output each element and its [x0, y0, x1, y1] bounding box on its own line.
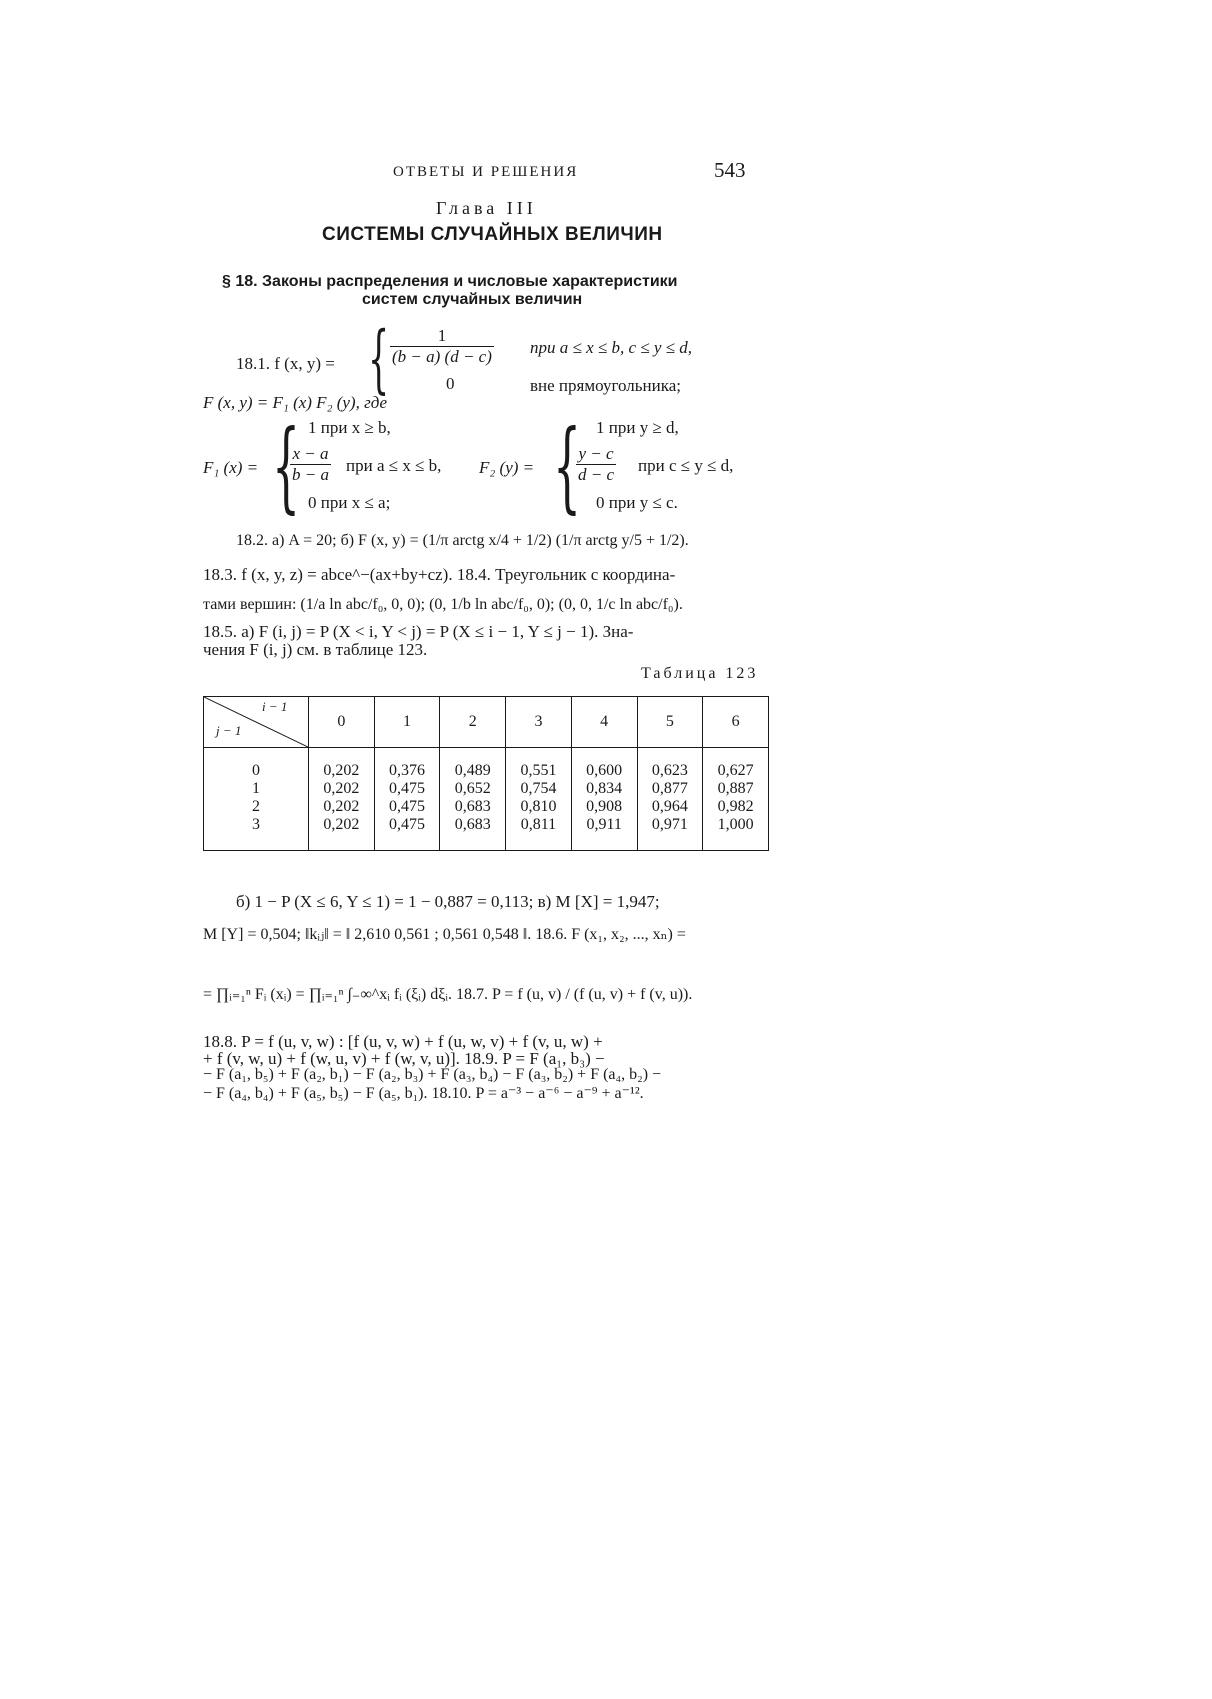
answer-18-1-factorization: F (x, y) = F₁ (x) F₂ (y), где	[203, 393, 388, 412]
table-cell: 0,627	[717, 762, 754, 779]
table-cell: 0,600	[586, 762, 623, 779]
fraction-numerator: x − a	[290, 444, 331, 465]
F1-case1: 1 при x ≥ b,	[308, 418, 391, 437]
table-cell: 0,982	[717, 798, 754, 815]
table-cell: 0,971	[651, 816, 688, 833]
F1-lhs: F₁ (x) =	[203, 458, 259, 477]
table-cell: 0,202	[323, 816, 360, 833]
running-head: ОТВЕТЫ И РЕШЕНИЯ	[393, 164, 579, 180]
table-cell: 0,908	[586, 798, 623, 815]
table-caption: Таблица 123	[641, 665, 759, 682]
answer-18-4-vertices: тами вершин: (1/a ln abc/f₀, 0, 0); (0, 1/b ln abc/f₀, 0); (0, 0, 1/c ln abc/f₀).	[203, 596, 683, 613]
table-cell: 0,202	[323, 762, 360, 779]
answer-18-1-lhs: 18.1. f (x, y) =	[236, 354, 335, 373]
answer-18-1-zero: 0	[446, 374, 455, 393]
answer-18-1-condition1: при a ≤ x ≤ b, c ≤ y ≤ d,	[530, 338, 692, 357]
table-cell: 0,475	[389, 816, 426, 833]
F1-case2: при a ≤ x ≤ b,	[346, 456, 442, 475]
table-cell: 0,202	[323, 780, 360, 797]
table-cell: 0,811	[520, 816, 557, 833]
table-body-row	[204, 748, 769, 851]
chapter-title: СИСТЕМЫ СЛУЧАЙНЫХ ВЕЛИЧИН	[322, 224, 663, 245]
corner-column-label: i − 1	[262, 699, 288, 714]
table-123	[203, 696, 769, 851]
answer-18-5b: б) 1 − P (X ≤ 6, Y ≤ 1) = 1 − 0,887 = 0,113; в) M [X] = 1,947;	[236, 892, 660, 911]
F1-case2-fraction	[290, 444, 331, 485]
table-cell: 0,652	[454, 780, 491, 797]
table-cell: 0,683	[454, 798, 491, 815]
table-cell: 0,489	[454, 762, 491, 779]
table-cell: 0,202	[323, 798, 360, 815]
fraction-numerator: y − c	[576, 444, 616, 465]
column-header: 6	[703, 697, 769, 748]
table-cell: 0,810	[520, 798, 557, 815]
fraction-denominator: b − a	[292, 465, 329, 484]
table-cell: 0,887	[717, 780, 754, 797]
table-cell: 0,623	[651, 762, 688, 779]
left-brace-icon: {	[272, 410, 301, 524]
answer-18-1-fraction	[390, 326, 494, 367]
row-label: 2	[252, 798, 260, 815]
column-header: 3	[506, 697, 572, 748]
table-column-1	[374, 748, 440, 851]
answer-18-9-18-10: − F (a₄, b₄) + F (a₅, b₅) − F (a₅, b₁). 18.10. P = a⁻³ − a⁻⁶ − a⁻⁹ + a⁻¹².	[203, 1085, 644, 1102]
row-label: 3	[252, 816, 260, 833]
table-cell: 0,376	[389, 762, 426, 779]
F1-case3: 0 при x ≤ a;	[308, 493, 391, 512]
table-cell: 0,551	[520, 762, 557, 779]
fraction-numerator: 1	[390, 326, 494, 347]
table-corner-cell	[204, 697, 309, 748]
answer-18-1-condition2: вне прямоугольника;	[530, 376, 681, 395]
F2-case1: 1 при y ≥ d,	[596, 418, 679, 437]
table-cell: 0,877	[651, 780, 688, 797]
table-cell: 0,475	[389, 798, 426, 815]
table-column-2	[440, 748, 506, 851]
table-column-5	[637, 748, 703, 851]
table-cell: 1,000	[717, 816, 754, 833]
table-column-6	[703, 748, 769, 851]
column-header: 2	[440, 697, 506, 748]
table-header-row	[204, 697, 769, 748]
column-header: 0	[309, 697, 375, 748]
section-heading-line2: систем случайных величин	[362, 291, 583, 308]
F2-lhs: F₂ (y) =	[479, 458, 535, 477]
answer-18-3-18-4: 18.3. f (x, y, z) = abce^−(ax+by+cz). 18.4. Треугольник с координа-	[203, 565, 676, 584]
table-cell: 0,475	[389, 780, 426, 797]
table-column-4	[571, 748, 637, 851]
column-header: 5	[637, 697, 703, 748]
answer-18-6-18-7: = ∏ᵢ₌₁ⁿ Fᵢ (xᵢ) = ∏ᵢ₌₁ⁿ ∫₋∞^xᵢ fᵢ (ξᵢ) dξᵢ. 18.7. P = f (u, v) / (f (u, v) + f (v, u)).	[203, 986, 693, 1003]
fraction-denominator: (b − a) (d − c)	[392, 347, 492, 366]
page-number: 543	[714, 158, 746, 182]
answer-18-9: − F (a₁, b₅) + F (a₂, b₁) − F (a₂, b₃) + F (a₃, b₄) − F (a₃, b₂) + F (a₄, b₂) −	[203, 1066, 662, 1083]
column-header: 4	[571, 697, 637, 748]
table-cell: 0,911	[586, 816, 622, 833]
F2-case2-fraction	[576, 444, 616, 485]
answer-18-5a-cont: чения F (i, j) см. в таблице 123.	[203, 640, 428, 659]
section-heading-line1: § 18. Законы распределения и числовые характеристики	[222, 273, 678, 290]
row-label: 0	[252, 762, 260, 779]
answer-18-5c-18-6: M [Y] = 0,504; ‖kᵢⱼ‖ = ‖ 2,610 0,561 ; 0,561 0,548 ‖. 18.6. F (x₁, x₂, ..., xₙ) =	[203, 926, 686, 943]
corner-row-label: j − 1	[216, 723, 242, 738]
table-cell: 0,754	[520, 780, 557, 797]
F2-case3: 0 при y ≤ c.	[596, 493, 678, 512]
answer-18-8-cont: + f (v, w, u) + f (w, u, v) + f (w, v, u)]. 18.9. P = F (a₁, b₃) −	[203, 1049, 605, 1068]
table-cell: 0,964	[651, 798, 688, 815]
table-cell: 0,834	[586, 780, 623, 797]
answer-18-2: 18.2. а) A = 20; б) F (x, y) = (1/π arctg x/4 + 1/2) (1/π arctg y/5 + 1/2).	[236, 532, 689, 549]
answer-18-8: 18.8. P = f (u, v, w) : [f (u, v, w) + f (u, w, v) + f (v, u, w) +	[203, 1032, 603, 1051]
table-cell: 0,683	[454, 816, 491, 833]
column-header: 1	[374, 697, 440, 748]
row-labels-cell	[204, 748, 309, 851]
chapter-label: Глава III	[436, 198, 537, 218]
fraction-denominator: d − c	[578, 465, 615, 484]
table-column-3	[506, 748, 572, 851]
row-label: 1	[252, 780, 260, 797]
diagonal-divider-icon	[204, 697, 308, 747]
left-brace-icon: {	[553, 410, 582, 524]
F2-case2: при c ≤ y ≤ d,	[638, 456, 734, 475]
table-column-0	[309, 748, 375, 851]
answer-18-5a: 18.5. а) F (i, j) = P (X < i, Y < j) = P (X ≤ i − 1, Y ≤ j − 1). Зна-	[203, 622, 634, 641]
left-brace-icon: {	[368, 316, 390, 402]
